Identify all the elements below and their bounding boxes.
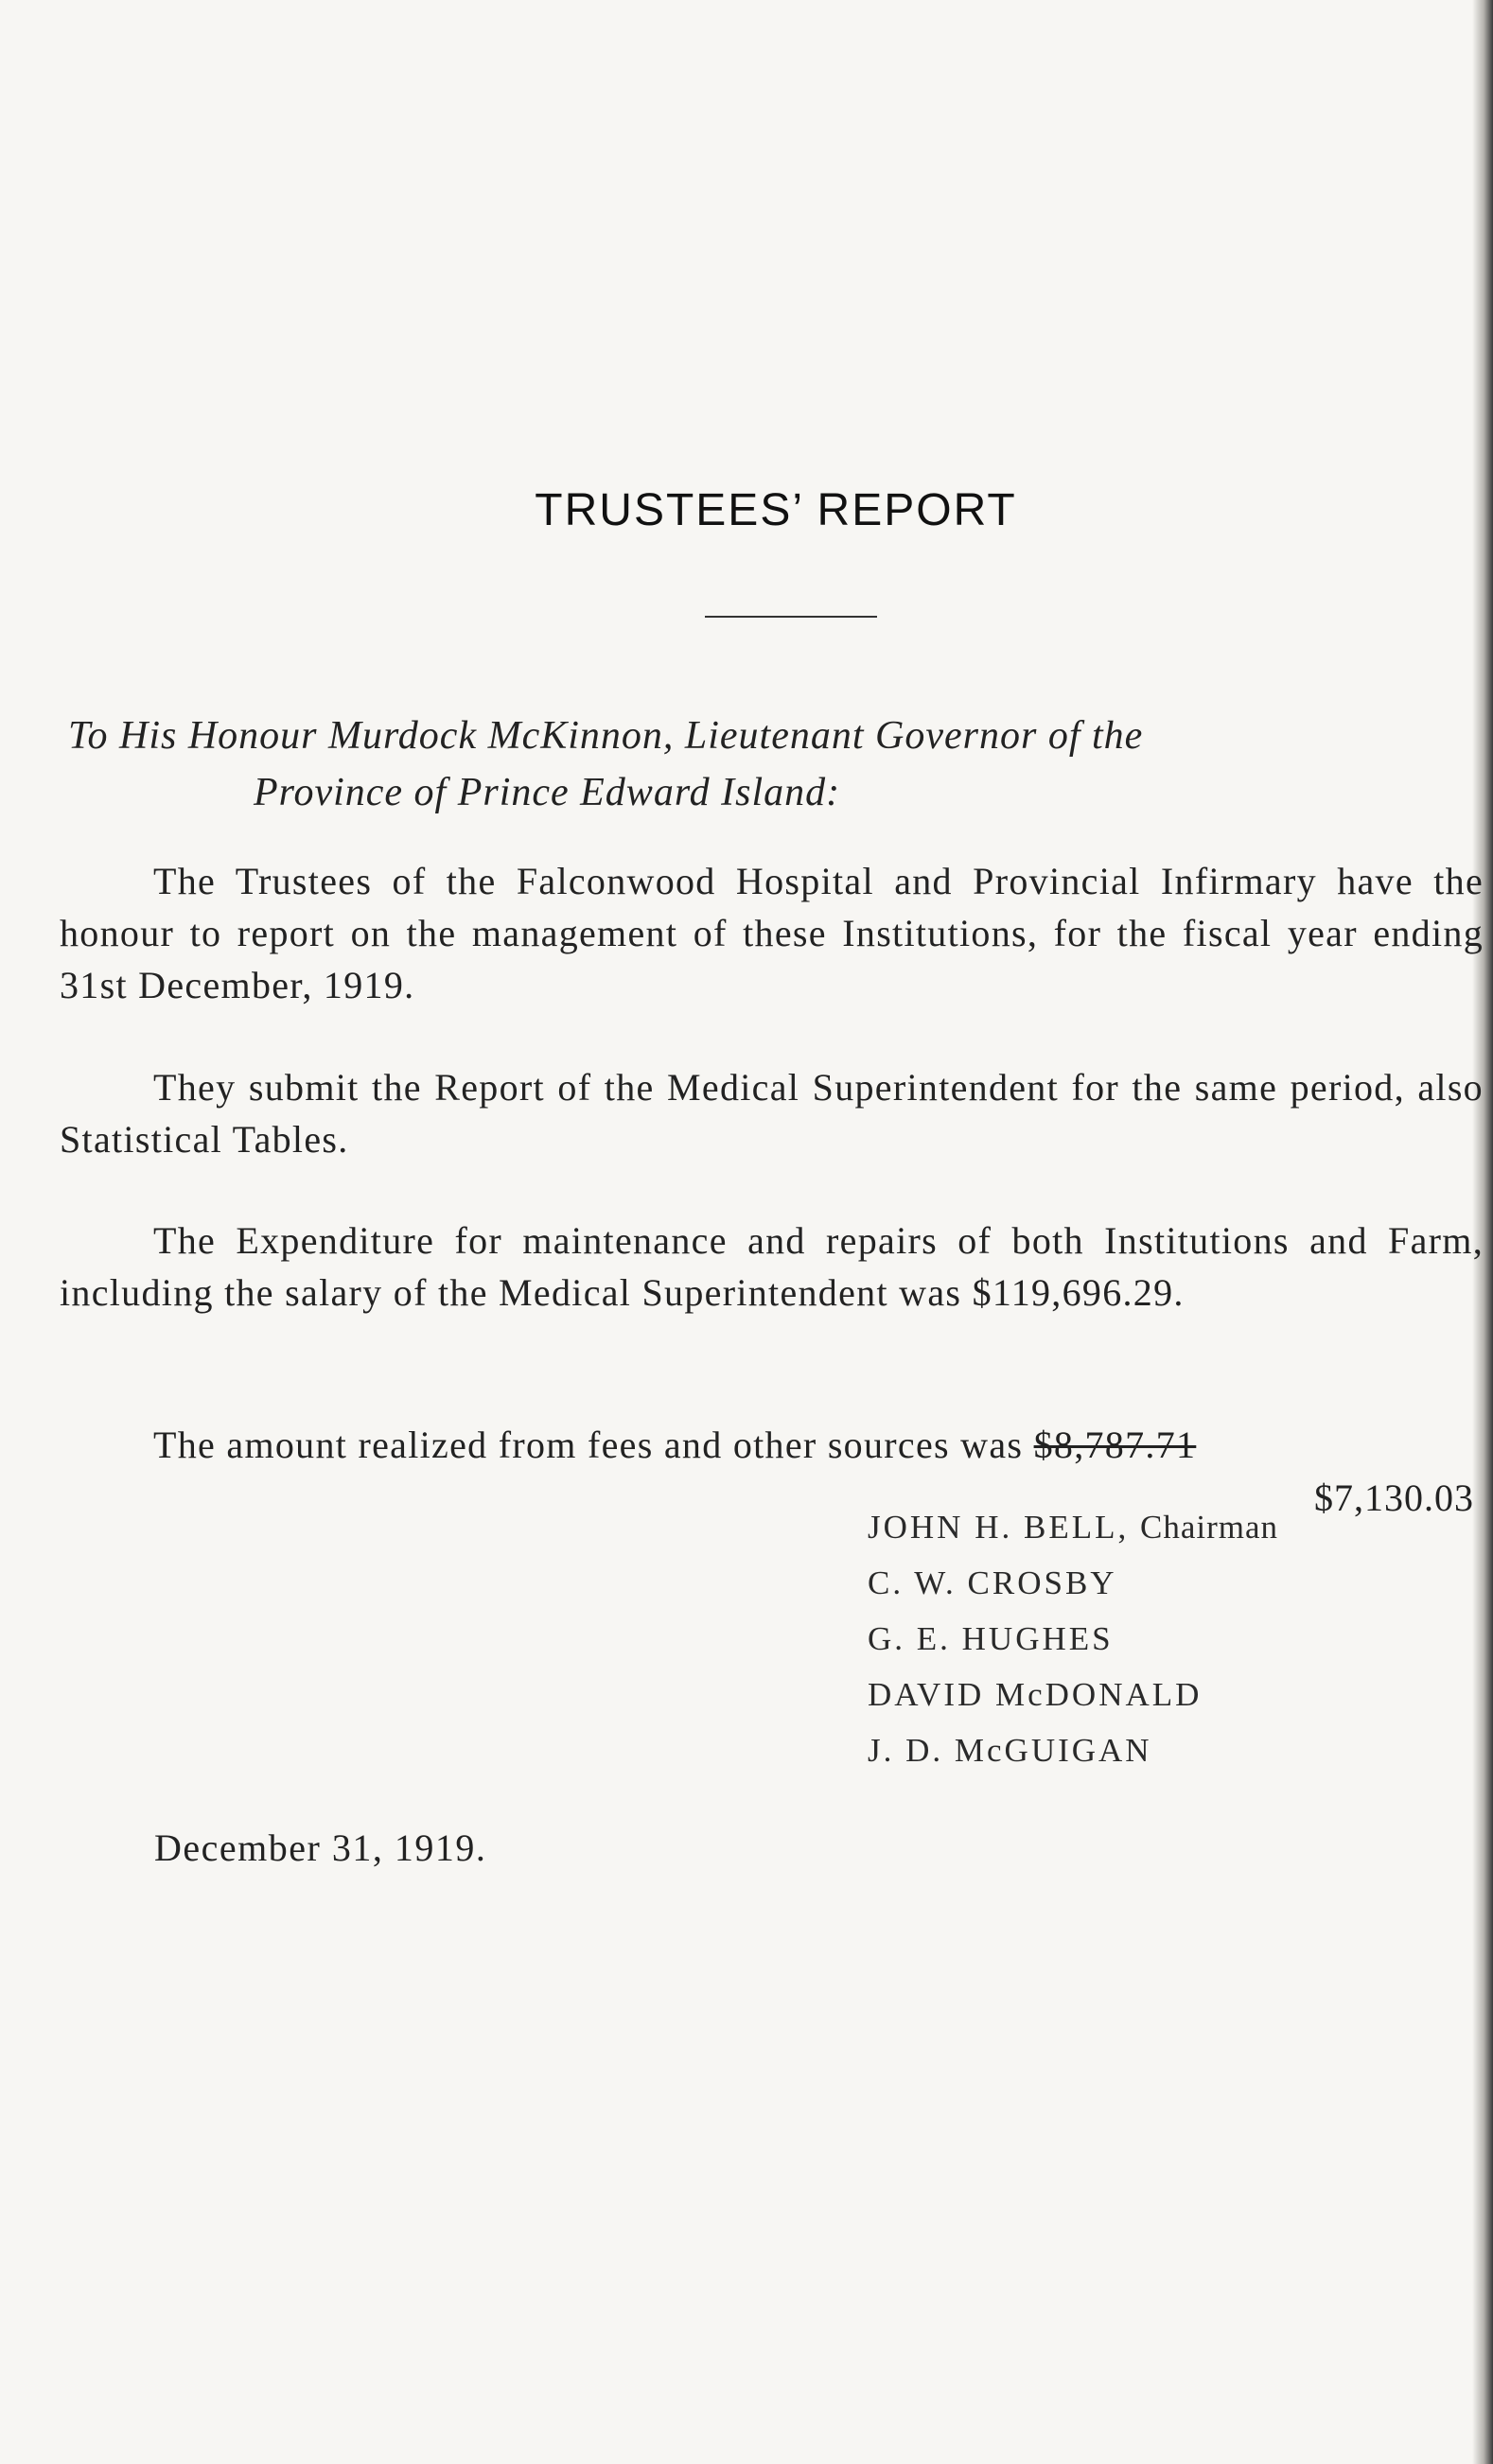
paragraph-expenditure [60, 1215, 1484, 1319]
report-title: TRUSTEES’ REPORT [535, 485, 1017, 535]
paragraph-intro-text: The Trustees of the Falconwood Hospital and Provincial Infirmary have the honour to report on the management of these Institutions, for the fiscal year ending 31st December, 1919. [60, 860, 1484, 1006]
struck-amount: $8,787.71 [1033, 1424, 1197, 1466]
signatory: DAVID McDONALD [868, 1676, 1203, 1713]
signatory: G. E. HUGHES [868, 1620, 1114, 1657]
address-block [68, 708, 1143, 821]
signatory: C. W. CROSBY [868, 1564, 1117, 1601]
corrected-amount: $7,130.03 [1314, 1477, 1474, 1519]
paragraph-submission [60, 1061, 1484, 1165]
paragraph-fees [60, 1419, 1484, 1471]
signatories-block [868, 1499, 1278, 1778]
report-date: December 31, 1919. [154, 1826, 487, 1869]
title-divider [705, 616, 877, 618]
signatory: J. D. McGUIGAN [868, 1732, 1152, 1769]
address-line-1: To His Honour Murdock McKinnon, Lieutenant Governor of the [68, 714, 1144, 758]
signatory: JOHN H. BELL, Chairman [868, 1509, 1278, 1546]
signatory-role: Chairman [1139, 1509, 1278, 1546]
address-line-2: Province of Prince Edward Island: [254, 771, 841, 814]
paragraph-expenditure-text: The Expenditure for maintenance and repairs of both Institutions and Farm, including the salary of the Medical Superintendent was $119,696.29. [60, 1219, 1484, 1314]
paragraph-submission-text: They submit the Report of the Medical Superintendent for the same period, also Statistical Tables. [60, 1066, 1484, 1161]
paragraph-fees-text: The amount realized from fees and other sources was [153, 1424, 1034, 1466]
paragraph-intro [60, 855, 1484, 1011]
